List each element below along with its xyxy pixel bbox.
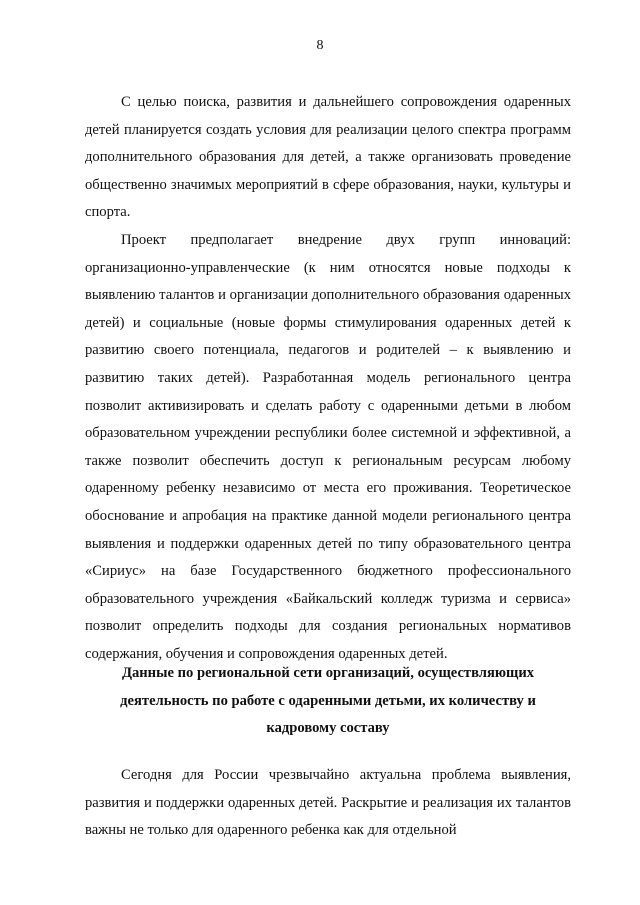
page-number: 8 <box>316 38 324 53</box>
paragraph-section: Сегодня для России чрезвычайно актуальна проблема выявления, развития и поддержки одаренных детей. Раскрытие и реализация их талантов важны не только для одаренного ребенка как для отдельной <box>85 767 571 839</box>
paragraph-goal: С целью поиска, развития и дальнейшего сопровождения одаренных детей планируется создать условия для реализации целого спектра программ дополнительного образования для детей, а также организовать проведение общественно значимых мероприятий в сфере образования, науки, культуры и спорта. <box>85 94 571 221</box>
body-text <box>85 89 571 668</box>
section-body <box>85 762 571 845</box>
section-heading: Данные по региональной сети организаций, осуществляющих деятельность по работе с одаренными детьми, их количеству и кадровому составу <box>120 665 536 737</box>
paragraph-project: Проект предполагает внедрение двух групп инноваций: организационно-управленческие (к ним относятся новые подходы к выявлению талантов и организации дополнительного образования одаренных детей) и социальные (новые формы стимулирования одаренных детей к развитию своего потенциала, педагогов и родителей – к выявлению и развитию таких детей). Разработанная модель регионального центра позволит активизировать и сделать работу с одаренными детьми в любом образовательном учреждении республики более системной и эффективной, а также позволит обеспечить доступ к региональным ресурсам любому одаренному ребенку независимо от места его проживания. Теоретическое обоснование и апробация на практике данной модели регионального центра выявления и поддержки одаренных детей по типу образовательного центра «Сириус» на базе Государственного бюджетного профессионального образовательного учреждения «Байкальский колледж туризма и сервиса» позволит определить подходы для создания региональных нормативов содержания, обучения и сопровождения одаренных детей. <box>85 231 571 662</box>
